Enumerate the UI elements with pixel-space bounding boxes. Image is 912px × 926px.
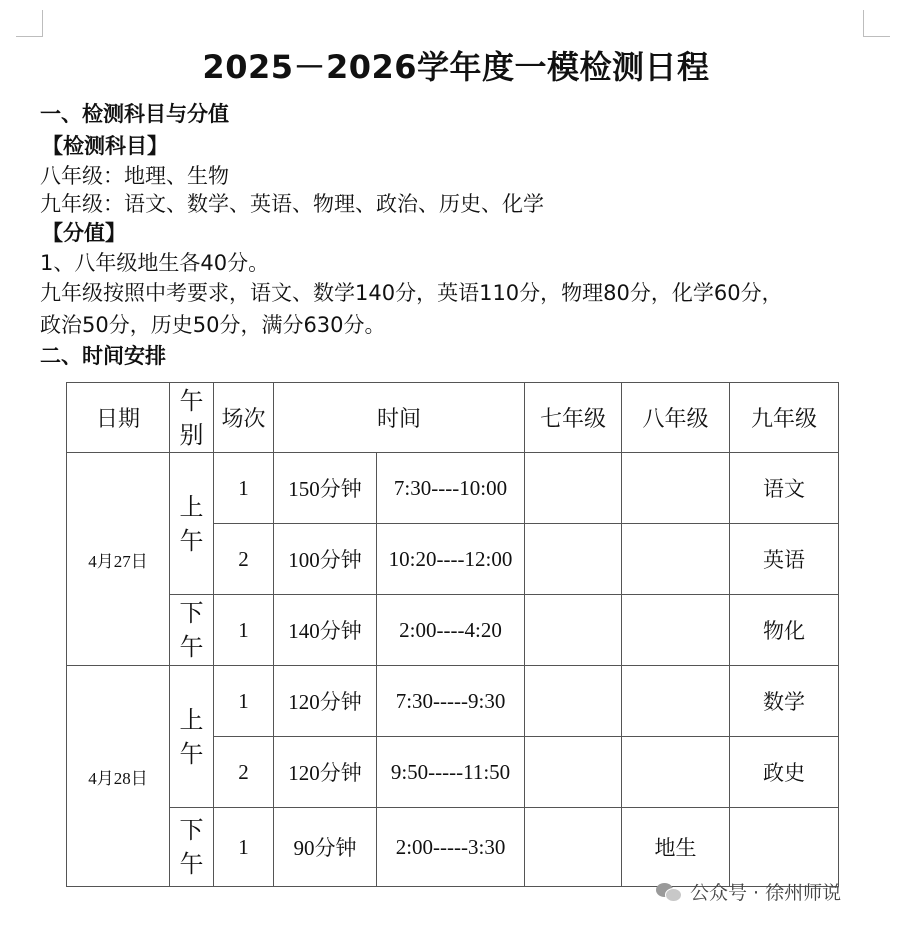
session-cell: 2 — [214, 524, 274, 595]
date-cell: 4月27日 — [67, 453, 170, 666]
grade9-subjects: 九年级：语文、数学、英语、物理、政治、历史、化学 — [40, 192, 544, 216]
period-morning — [170, 666, 214, 808]
header-time: 时间 — [274, 383, 525, 453]
schedule-table — [66, 382, 839, 887]
header-grade9: 九年级 — [730, 383, 839, 453]
date-cell: 4月28日 — [67, 666, 170, 887]
crop-mark-top-left — [16, 10, 43, 37]
grade9-cell: 物化 — [730, 595, 839, 666]
period-morning — [170, 453, 214, 595]
section1-heading: 一、检测科目与分值 — [40, 102, 229, 126]
duration-cell: 140分钟 — [274, 595, 377, 666]
grade9-cell: 英语 — [730, 524, 839, 595]
grade9-cell: 政史 — [730, 737, 839, 808]
period-char: 上 — [179, 705, 204, 734]
score-line-1: 1、八年级地生各40分。 — [40, 251, 270, 275]
grade8-cell — [622, 524, 730, 595]
grade7-cell — [525, 808, 622, 887]
time-cell: 9:50-----11:50 — [377, 737, 525, 808]
document-title: 2025－2026学年度一模检测日程 — [202, 48, 710, 86]
grade8-cell: 地生 — [622, 808, 730, 887]
table-row — [67, 453, 839, 524]
header-session: 场次 — [214, 383, 274, 453]
grade7-cell — [525, 524, 622, 595]
score-line-3: 政治50分，历史50分，满分630分。 — [40, 313, 386, 337]
period-char: 午 — [179, 633, 204, 661]
subjects-heading: 【检测科目】 — [42, 134, 168, 158]
time-cell: 2:00-----3:30 — [377, 808, 525, 887]
wechat-icon — [656, 881, 682, 903]
period-char: 上 — [179, 492, 204, 521]
grade7-cell — [525, 453, 622, 524]
header-grade7: 七年级 — [525, 383, 622, 453]
crop-mark-top-right — [863, 10, 890, 37]
session-cell: 2 — [214, 737, 274, 808]
table-row — [67, 808, 839, 887]
duration-cell: 100分钟 — [274, 524, 377, 595]
time-cell: 7:30-----9:30 — [377, 666, 525, 737]
duration-cell: 90分钟 — [274, 808, 377, 887]
grade8-cell — [622, 666, 730, 737]
table-row — [67, 666, 839, 737]
duration-cell: 120分钟 — [274, 666, 377, 737]
header-period — [170, 383, 214, 453]
period-afternoon — [170, 595, 214, 666]
grade9-cell: 语文 — [730, 453, 839, 524]
time-cell: 2:00----4:20 — [377, 595, 525, 666]
table-row — [67, 595, 839, 666]
time-cell: 10:20----12:00 — [377, 524, 525, 595]
grade7-cell — [525, 666, 622, 737]
header-grade8: 八年级 — [622, 383, 730, 453]
section2-heading: 二、时间安排 — [40, 344, 166, 368]
header-row — [67, 383, 839, 453]
grade8-subjects: 八年级：地理、生物 — [40, 164, 229, 188]
time-cell: 7:30----10:00 — [377, 453, 525, 524]
grade8-cell — [622, 453, 730, 524]
session-cell: 1 — [214, 808, 274, 887]
session-cell: 1 — [214, 453, 274, 524]
session-cell: 1 — [214, 666, 274, 737]
header-period-char: 午 — [179, 386, 204, 415]
watermark-text: 公众号 · 徐州师说 — [690, 882, 842, 904]
period-char: 下 — [179, 816, 204, 844]
watermark — [656, 878, 841, 905]
scores-heading: 【分值】 — [42, 221, 126, 245]
header-period-char: 别 — [179, 420, 204, 449]
grade9-cell — [730, 808, 839, 887]
duration-cell: 150分钟 — [274, 453, 377, 524]
score-line-2: 九年级按照中考要求，语文、数学140分，英语110分，物理80分，化学60分， — [40, 281, 783, 305]
grade7-cell — [525, 595, 622, 666]
header-date: 日期 — [67, 383, 170, 453]
period-afternoon — [170, 808, 214, 887]
duration-cell: 120分钟 — [274, 737, 377, 808]
period-char: 午 — [179, 850, 204, 878]
grade8-cell — [622, 737, 730, 808]
grade9-cell: 数学 — [730, 666, 839, 737]
period-char: 午 — [179, 526, 204, 555]
period-char: 下 — [179, 599, 204, 627]
period-char: 午 — [179, 739, 204, 768]
session-cell: 1 — [214, 595, 274, 666]
grade8-cell — [622, 595, 730, 666]
grade7-cell — [525, 737, 622, 808]
